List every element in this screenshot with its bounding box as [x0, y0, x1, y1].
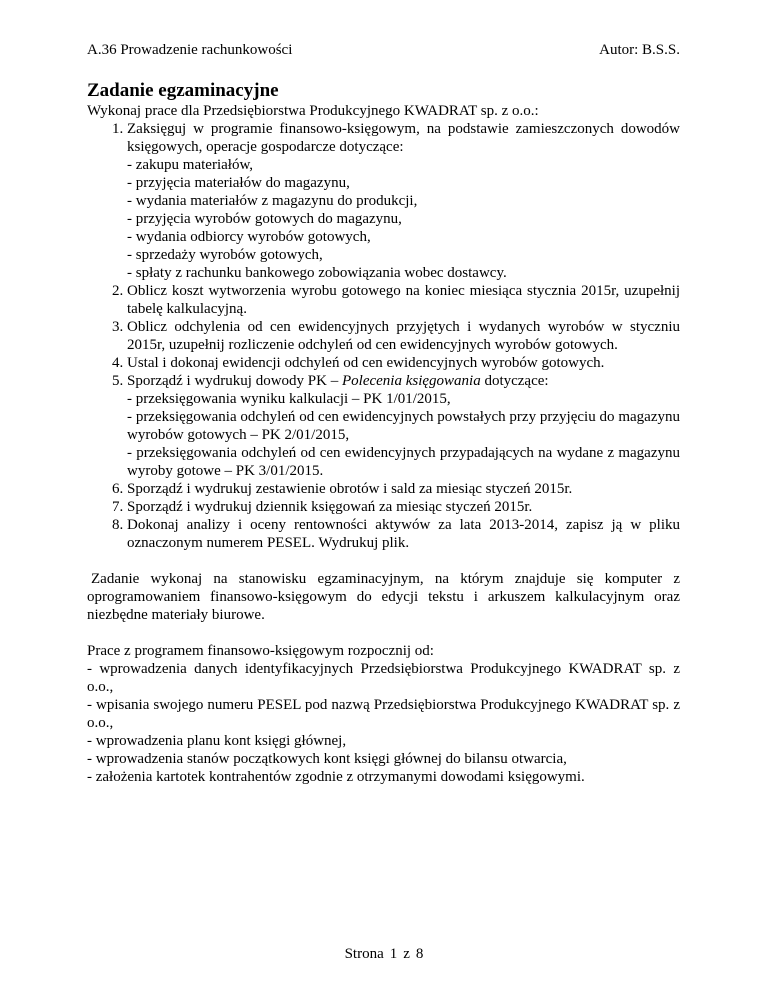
task-1-sub-2: - przyjęcia materiałów do magazynu,: [127, 175, 350, 191]
footer-page-label: Strona: [344, 946, 384, 962]
task-1-sub-1: - zakupu materiałów,: [127, 157, 254, 173]
footer-total-pages: 8: [415, 946, 424, 962]
intro-text: Wykonaj prace dla Przedsiębiorstwa Produkcyjnego KWADRAT sp. z o.o.:: [87, 103, 539, 119]
start-intro: Prace z programem finansowo-księgowym rozpocznij od:: [87, 643, 434, 659]
task-5-text: [127, 372, 680, 390]
start-item-3: - wprowadzenia planu kont księgi głównej,: [87, 733, 347, 749]
start-item-2: - wpisania swojego numeru PESEL pod nazwą Przedsiębiorstwa Produkcyjnego KWADRAT sp. z o.o.,: [87, 697, 680, 731]
page-title: Zadanie egzaminacyjne: [87, 80, 279, 101]
task-5-sub-2: - przeksięgowania odchyleń od cen ewidencyjnych powstałych przy przyjęciu do magazynu wyrobów gotowych – PK 2/01/2015,: [127, 409, 680, 443]
task-5-text-before: Sporządź i wydrukuj dowody PK –: [127, 373, 342, 389]
task-item-4: 4. Ustal i dokonaj ewidencji odchyleń od cen ewidencyjnych wyrobów gotowych.: [127, 354, 680, 372]
task-item-7: 7. Sporządź i wydrukuj dziennik księgowań za miesiąc styczeń 2015r.: [127, 498, 680, 516]
task-5-sub-3: - przeksięgowania odchyleń od cen ewidencyjnych przypadających na wydane z magazynu wyroby gotowe – PK 3/01/2015.: [127, 445, 680, 479]
task-item-3: 3. Oblicz odchylenia od cen ewidencyjnych przyjętych i wydanych wyrobów w styczniu 2015r, uzupełnij rozliczenie odchyleń od cen ewidencyjnych wyrobów gotowych.: [127, 318, 680, 354]
footer-current-page: 1: [389, 946, 398, 962]
task-item-8: 8. Dokonaj analizy i oceny rentowności aktywów za lata 2013-2014, zapisz ją w pliku oznaczonym numerem PESEL. Wydrukuj plik.: [127, 516, 680, 552]
task-1-text: 1. Zaksięguj w programie finansowo-księgowym, na podstawie zamieszczonych dowodów księgowych, operacje gospodarcze dotyczące:: [127, 121, 680, 155]
header-course-label: A.36 Prowadzenie rachunkowości: [87, 42, 293, 58]
task-1-sub-7: - spłaty z rachunku bankowego zobowiązania wobec dostawcy.: [127, 265, 507, 281]
start-item-5: - założenia kartotek kontrahentów zgodnie z otrzymanymi dowodami księgowymi.: [87, 769, 585, 785]
workstation-notice: [87, 570, 680, 624]
task-1-sub-4: - przyjęcia wyrobów gotowych do magazynu,: [127, 211, 402, 227]
task-5-sublist: [127, 390, 680, 480]
task-item-1: [127, 120, 680, 282]
start-item-1: - wprowadzenia danych identyfikacyjnych Przedsiębiorstwa Produkcyjnego KWADRAT sp. z o.o.,: [87, 661, 680, 695]
task-5-text-italic: Polecenia księgowania: [341, 373, 481, 389]
task-1-sublist: [127, 156, 680, 282]
task-1-sub-5: - wydania odbiorcy wyrobów gotowych,: [127, 229, 371, 245]
task-item-6: 6. Sporządź i wydrukuj zestawienie obrotów i sald za miesiąc styczeń 2015r.: [127, 480, 680, 498]
task-item-2: 2. Oblicz koszt wytworzenia wyrobu gotowego na koniec miesiąca stycznia 2015r, uzupełnij tabelę kalkulacyjną.: [127, 282, 680, 318]
task-5-text-after: dotyczące:: [480, 373, 549, 389]
page-header: [87, 41, 680, 59]
task-1-sub-3: - wydania materiałów z magazynu do produkcji,: [127, 193, 418, 209]
document-body: [87, 80, 680, 786]
start-item-4: - wprowadzenia stanów początkowych kont księgi głównej do bilansu otwarcia,: [87, 751, 567, 767]
footer-separator: z: [403, 946, 410, 962]
page-footer: [0, 945, 768, 963]
notice-text: Zadanie wykonaj na stanowisku egzaminacyjnym, na którym znajduje się komputer z oprogramowaniem finansowo-księgowym do edycji tekstu i arkuszem kalkulacyjnym oraz niezbędne materiały biurowe.: [87, 571, 680, 623]
task-1-sub-6: - sprzedaży wyrobów gotowych,: [127, 247, 323, 263]
task-5-sub-1: - przeksięgowania wyniku kalkulacji – PK 1/01/2015,: [127, 391, 451, 407]
task-list: [87, 120, 680, 552]
start-instructions: [87, 642, 680, 786]
task-item-5: [127, 372, 680, 480]
header-author-label: Autor: B.S.S.: [599, 42, 680, 58]
